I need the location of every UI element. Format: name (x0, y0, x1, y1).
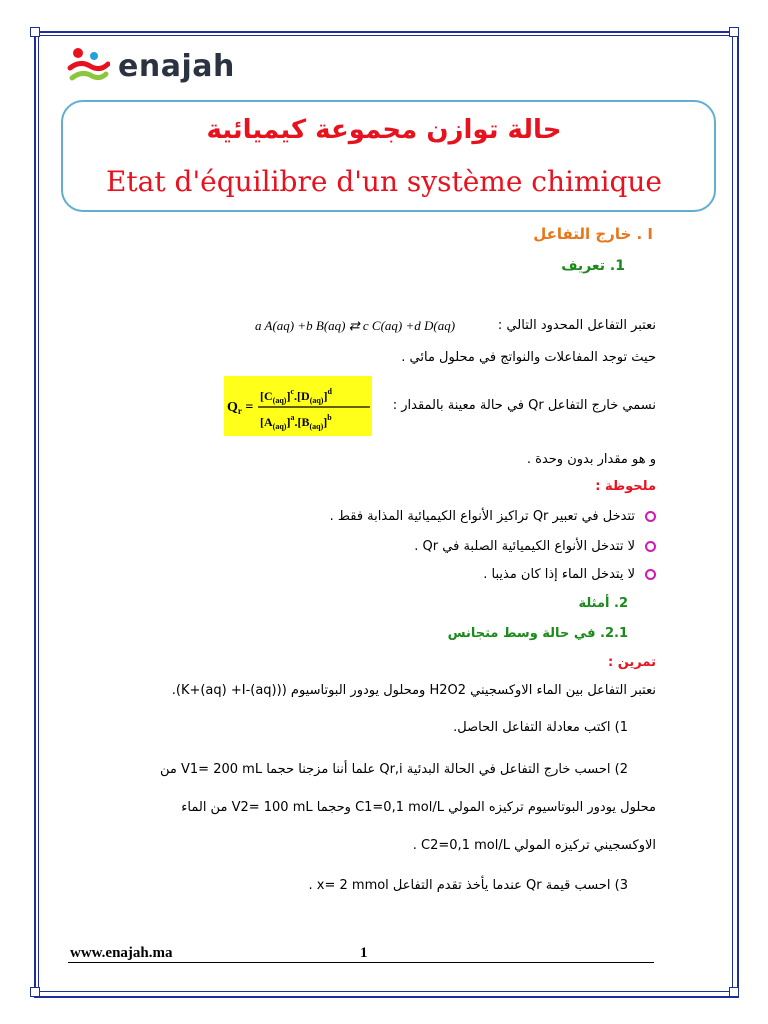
qr-formula-svg (224, 376, 372, 436)
enajah-logo-icon (66, 46, 110, 86)
exercise-intro: نعتبر التفاعل بين الماء الاوكسجيني H2O2 ومحلول يودور البوتاسيوم ((K+(aq) +I-(aq)). (171, 683, 656, 698)
note-item-text: لا تتدخل الأنواع الكيميائية الصلبة في Qr . (414, 539, 635, 554)
examples-heading: 2. أمثلة (578, 596, 628, 611)
footer-url[interactable]: www.enajah.ma (70, 945, 173, 961)
svg-text:[A(aq)]a.[B(aq)]b: $[A_{(aq)}]^a.[B_{(aq)}]^b$ (260, 413, 332, 431)
title-french: Etat d'équilibre d'un système chimique (105, 165, 663, 198)
question-2-line1: 2) احسب خارج التفاعل في الحالة البدئية Qr,i علما أننا مزجنا حجما V1= 200 mL من (160, 762, 628, 777)
footer-divider (68, 962, 654, 963)
definition-line4: و هو مقدار بدون وحدة . (526, 452, 656, 467)
frame-corner (729, 27, 739, 37)
reaction-equation (255, 318, 455, 334)
svg-text:[C(aq)]c.[D(aq)]d: $[C_{(aq)}]^c.[D_{(aq)}]^d$ (260, 387, 332, 405)
question-3: 3) احسب قيمة Qr عندما يأخذ تقدم التفاعل x= 2 mmol . (308, 878, 628, 893)
note-heading: ملحوظة : (595, 479, 656, 494)
note-item (414, 539, 656, 554)
question-2-line2: محلول يودور البوتاسيوم تركيزه المولي C1=0,1 mol/L وحجما V2= 100 mL من الماء (181, 800, 656, 815)
definition-line1: نعتبر التفاعل المحدود التالي : (497, 318, 656, 333)
note-item-text: تتدخل في تعبير Qr تراكيز الأنواع الكيميائية المذابة فقط . (329, 509, 635, 524)
section-heading: I . خارج التفاعل (533, 225, 653, 243)
brand-logo (66, 46, 235, 86)
frame-corner (729, 987, 739, 997)
bullet-icon (645, 541, 656, 552)
frame-corner (30, 987, 40, 997)
definition-line2: حيث توجد المفاعلات والنواتج في محلول مائي . (401, 350, 656, 365)
question-1: 1) اكتب معادلة التفاعل الحاصل. (453, 720, 628, 735)
exercise-heading: تمرين : (608, 655, 656, 670)
note-item-text: لا يتدخل الماء إذا كان مذيبا . (483, 567, 635, 582)
svg-text:Qr =: $Q_r$ = (227, 400, 254, 416)
definition-line3: نسمي خارج التفاعل Qr في حالة معينة بالمقدار : (392, 398, 656, 413)
qr-formula (224, 376, 372, 436)
bullet-icon (645, 569, 656, 580)
bullet-icon (645, 511, 656, 522)
question-2-line3: الاوكسجيني تركيزه المولي C2=0,1 mol/L . (412, 838, 656, 853)
title-arabic: حالة توازن مجموعة كيميائية (206, 115, 562, 145)
note-item (483, 567, 656, 582)
page-number: 1 (360, 945, 368, 961)
reaction-text: a A(aq) +b B(aq) ⇄ c C(aq) +d D(aq) (255, 318, 456, 333)
examples-subheading: 2.1. في حالة وسط متجانس (447, 626, 628, 641)
note-item (330, 509, 656, 524)
subsection-heading: 1. تعريف (561, 258, 625, 274)
brand-name: enajah (118, 48, 235, 84)
frame-corner (30, 27, 40, 37)
